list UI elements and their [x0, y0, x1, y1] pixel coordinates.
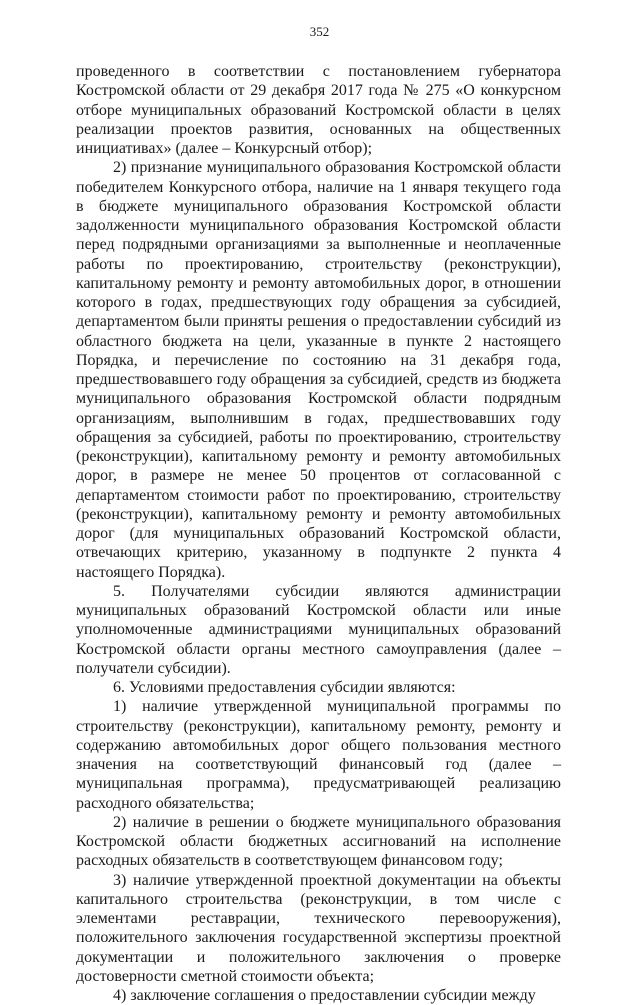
- paragraph-condition-2: 2) наличие в решении о бюджете муниципального образования Костромской области бюджетных ассигнований на исполнение расходных обязательств в соответствующем финансовом году;: [76, 813, 561, 870]
- page-number: 352: [309, 24, 330, 39]
- paragraph-condition-1: 1) наличие утвержденной муниципальной программы по строительству (реконструкции), капитальному ремонту, ремонту и содержанию автомобильных дорог общего пользования местного значения на соответствующий финансовый год (далее – муниципальная программа), предусматривающей реализацию расходного обязательства;: [76, 698, 561, 812]
- paragraph-clause-6: 6. Условиями предоставления субсидии являются:: [113, 679, 456, 696]
- paragraph-continuation: проведенного в соответствии с постановлением губернатора Костромской области от 29 декабря 2017 года № 275 «О конкурсном отборе муниципальных образований Костромской области в целях реализации проектов развития, основанных на общественных инициативах» (далее – Конкурсный отбор);: [76, 63, 561, 157]
- document-body: [76, 62, 561, 1005]
- paragraph-condition-3: 3) наличие утвержденной проектной документации на объекты капитального строительства (реконструкции, в том числе с элементами реставрации, технического перевооружения), положительного заключения государственной экспертизы проектной документации и положительного заключения о проверке достоверности сметной стоимости объекта;: [76, 871, 561, 985]
- paragraph-item-2: 2) признание муниципального образования Костромской области победителем Конкурсного отбора, наличие на 1 января текущего года в бюджете муниципального образования Костромской области задолженности муниципального образования Костромской области перед подрядными организациями за выполненные и неоплаченные работы по проектированию, строительству (реконструкции), капитальному ремонту и ремонту автомобильных дорог, в отношении которого в годах, предшествующих году обращения за субсидией, департаментом были приняты решения о предоставлении субсидий из областного бюджета на цели, указанные в пункте 2 настоящего Порядка, и перечисление по состоянию на 31 декабря года, предшествовавшего году обращения за субсидией, средств из бюджета муниципального образования Костромской области подрядным организациям, выполнившим в годах, предшествовавших году обращения за субсидией, работы по проектированию, строительству (реконструкции), капитальному ремонту и ремонту автомобильных дорог, в размере не менее 50 процентов от согласованной с департаментом стоимости работ по проектированию, строительству (реконструкции), капитальному ремонту и ремонту автомобильных дорог (для муниципальных образований Костромской области, отвечающих критерию, указанному в подпункте 2 пункта 4 настоящего Порядка).: [76, 159, 561, 581]
- paragraph-condition-4: 4) заключение соглашения о предоставлении субсидии между: [113, 987, 536, 1004]
- paragraph-clause-5: 5. Получателями субсидии являются администрации муниципальных образований Костромской области или иные уполномоченные администрациями муниципальных образований Костромской области органы местного самоуправления (далее – получатели субсидии).: [76, 582, 561, 677]
